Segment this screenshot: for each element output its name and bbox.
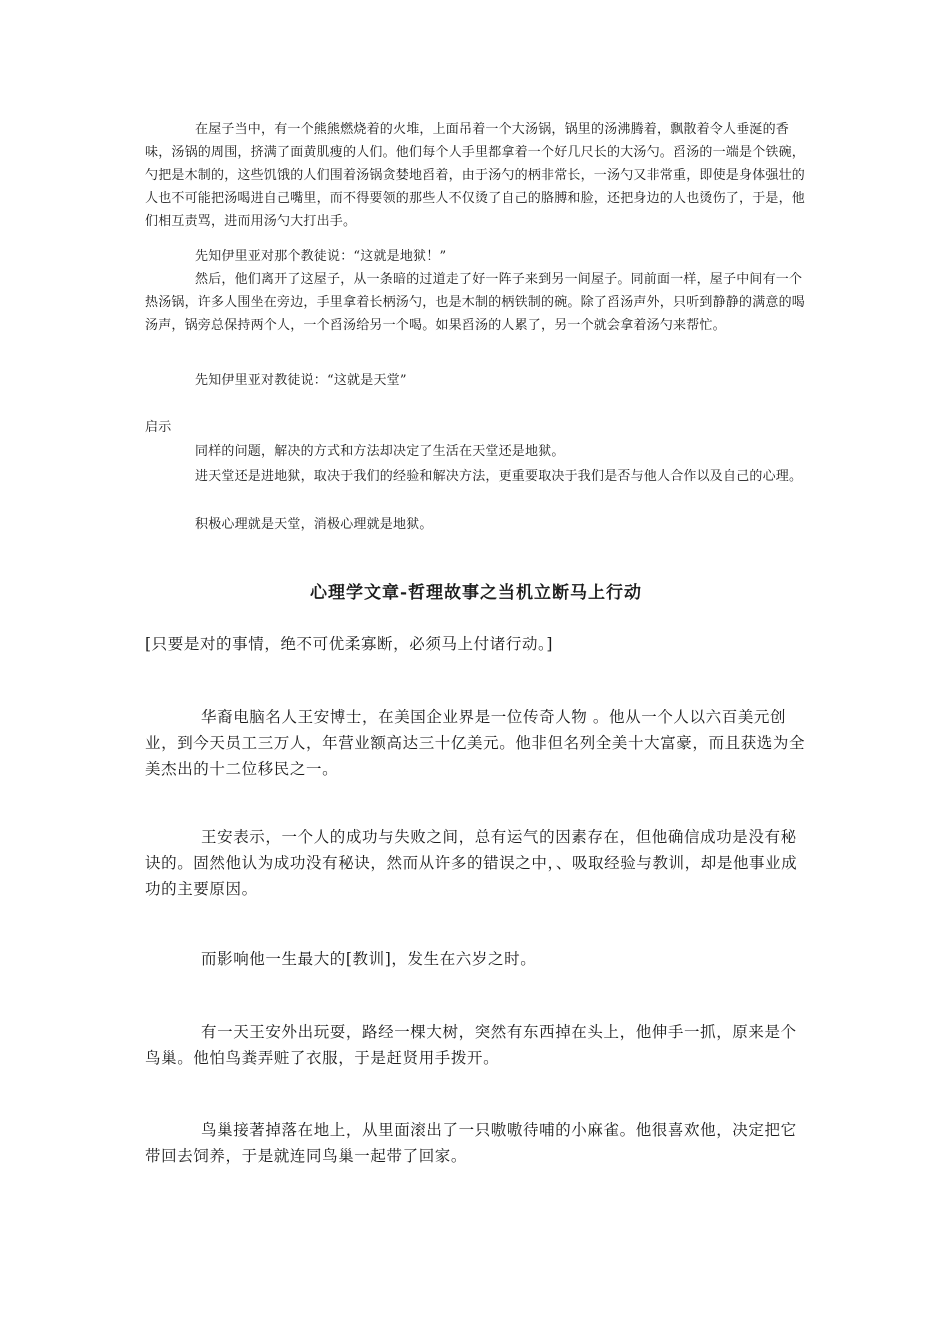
- revelation-paragraph: 积极心理就是天堂，消极心理就是地狱。: [195, 517, 433, 532]
- article-paragraph: 鸟巢接著掉落在地上，从里面滚出了一只嗷嗷待哺的小麻雀。他很喜欢他，决定把它带回去饲养，于是就连同鸟巢一起带了回家。: [145, 1121, 797, 1165]
- article-paragraph: 而影响他一生最大的[教训]，发生在六岁之时。: [201, 950, 537, 968]
- article-paragraph: 有一天王安外出玩耍，路经一棵大树，突然有东西掉在头上，他伸手一抓，原来是个鸟巢。他怕鸟粪弄赃了衣服，于是赶贤用手拨开。: [145, 1023, 797, 1067]
- revelation-paragraph: 进天堂还是进地狱，取决于我们的经验和解决方法，更重要取决于我们是否与他人合作以及自己的心理。: [195, 469, 803, 484]
- article-subtitle: [只要是对的事情，绝不可优柔寡断，必须马上付诸行动。]: [145, 635, 554, 653]
- article-title: 心理学文章-哲理故事之当机立断马上行动: [309, 583, 643, 603]
- story-paragraph: 在屋子当中，有一个熊熊燃烧着的火堆，上面吊着一个大汤锅，锅里的汤沸腾着，飘散着令人垂涎的香味，汤锅的周围，挤满了面黄肌瘦的人们。他们每个人手里都拿着一个好几尺长的大汤勺。舀汤的一端是个铁碗，勺把是木制的，这些饥饿的人们围着汤锅贪婪地舀着，由于汤勺的柄非常长，一汤勺又非常重，即使是身体强壮的人也不可能把汤喝进自己嘴里，而不得要领的那些人不仅烫了自己的胳膊和脸，还把身边的人也烫伤了，于是，他们相互责骂，进而用汤勺大打出手。: [145, 122, 806, 229]
- story-paragraph: 先知伊里亚对教徒说：“这就是天堂”: [195, 373, 407, 388]
- article-paragraph: 华裔电脑名人王安博士，在美国企业界是一位传奇人物 。他从一个人以六百美元创业，到今天员工三万人，年营业额高达三十亿美元。他非但名列全美十大富豪，而且获选为全美杰出的十二位移民之一。: [145, 708, 806, 778]
- revelation-heading: 启示: [145, 420, 172, 435]
- story-paragraph: 先知伊里亚对那个教徒说：“这就是地狱！”: [195, 249, 447, 264]
- revelation-paragraph: 同样的问题，解决的方式和方法却决定了生活在天堂还是地狱。: [195, 444, 565, 459]
- story-paragraph: 然后，他们离开了这屋子，从一条暗的过道走了好一阵子来到另一间屋子。同前面一样，屋子中间有一个热汤锅，许多人围坐在旁边，手里拿着长柄汤勺，也是木制的柄铁制的碗。除了舀汤声外，只听到静静的满意的喝汤声，锅旁总保持两个人，一个舀汤给另一个喝。如果舀汤的人累了，另一个就会拿着汤勺来帮忙。: [145, 272, 806, 333]
- article-paragraph: 王安表示，一个人的成功与失败之间，总有运气的因素存在，但他确信成功是没有秘诀的。固然他认为成功没有秘诀，然而从许多的错误之中，、吸取经验与教训，却是他事业成功的主要原因。: [145, 828, 798, 898]
